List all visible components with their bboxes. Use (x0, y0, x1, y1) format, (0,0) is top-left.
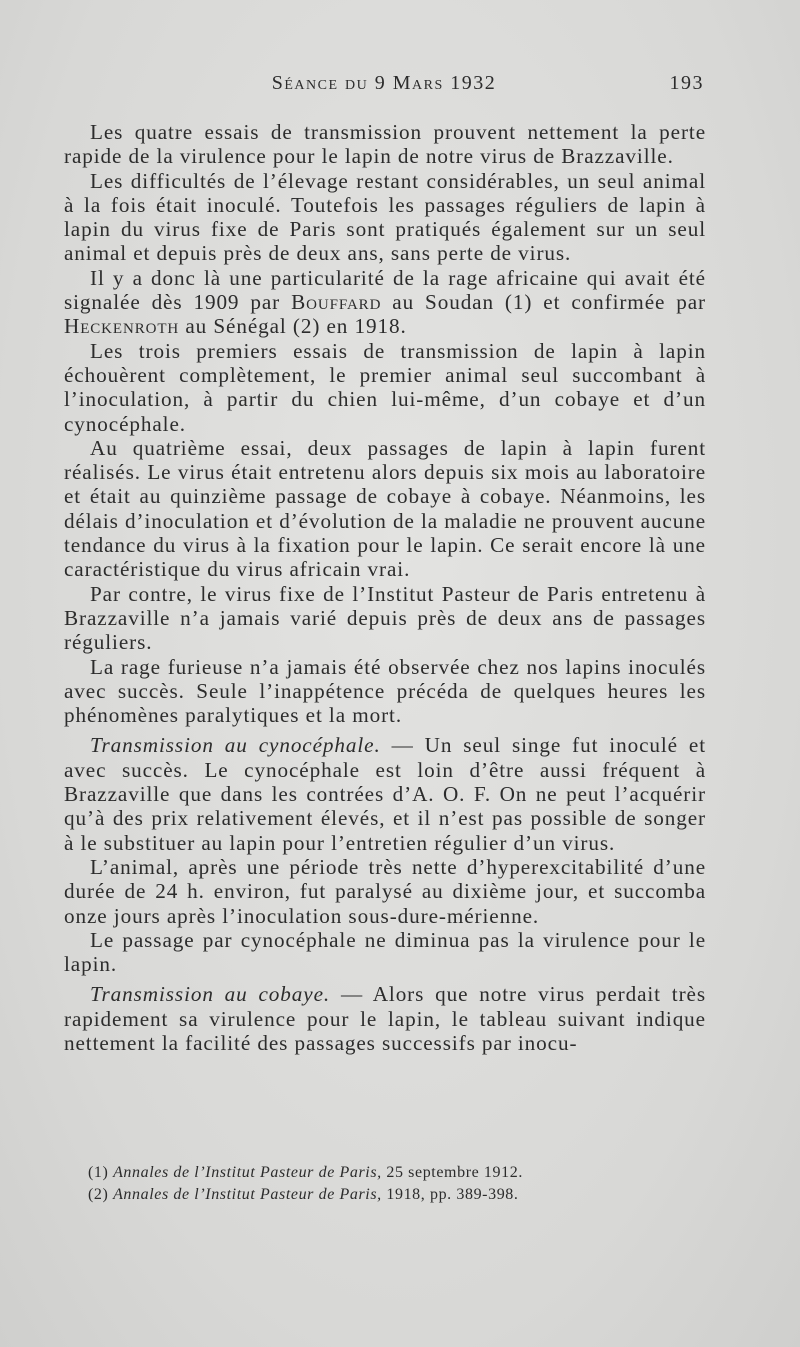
paragraph-7: La rage furieuse n’a jamais été observée chez nos lapins inoculés avec succès. Seule l’inappétence précéda de quelques heures les phénomènes paralytiques et la mort. (64, 654, 706, 728)
paragraph-3 (64, 266, 706, 339)
paragraph-8-text: — Un seul singe fut inoculé et avec succès. Le cynocéphale est loin d’être aussi fréquent à Brazzaville que dans les contrées d’A. O. F. On ne peut l’acquérir qu’à des prix relativement élevés, et il n’est pas possible de songer à le substituer au lapin pour l’entretien régulier d’un virus. (64, 733, 706, 855)
footnote-2-marker: (2) (88, 1186, 114, 1203)
footnote-1-rest: 25 septembre 1912. (381, 1164, 523, 1181)
paragraph-3-part-a: Il y a donc là une particularité de la rage africaine qui avait été signalée dès 1909 par (64, 265, 706, 315)
page-number: 193 (669, 72, 704, 94)
footnote-1 (88, 1162, 708, 1184)
footnote-2 (88, 1184, 708, 1206)
running-title: Séance du 9 Mars 1932 (271, 72, 497, 94)
author-name-heckenroth: Heckenroth (64, 314, 180, 339)
footnote-2-rest: 1918, pp. 389-398. (381, 1186, 519, 1203)
footnotes (88, 1162, 708, 1206)
author-name-bouffard: Bouffard (291, 290, 382, 315)
paragraph-11 (64, 982, 706, 1055)
paragraph-1: Les quatre essais de transmission prouvent nettement la perte rapide de la virulence pour le lapin de notre virus de Brazzaville. (64, 120, 706, 169)
paragraph-8 (64, 733, 706, 854)
paragraph-10: Le passage par cynocéphale ne diminua pas la virulence pour le lapin. (64, 927, 706, 977)
paragraph-9: L’animal, après une période très nette d’hyperexcitabilité d’une durée de 24 h. environ, fut paralysé au dixième jour, et succomba onze jours après l’inoculation sous-dure-mérienne. (64, 854, 706, 928)
footnote-2-title: Annales de l’Institut Pasteur de Paris, (113, 1186, 382, 1203)
paragraph-3-part-b: au Soudan (1) et confirmée par (381, 290, 706, 315)
section-heading-cobaye: Transmission au cobaye. (90, 982, 331, 1007)
footnote-1-marker: (1) (88, 1164, 114, 1181)
section-heading-cynocephale: Transmission au cynocéphale. (90, 733, 381, 758)
page-header (64, 72, 704, 102)
footnote-1-title: Annales de l’Institut Pasteur de Paris, (113, 1164, 382, 1181)
body-text (64, 120, 706, 1055)
paragraph-5: Au quatrième essai, deux passages de lapin à lapin furent réalisés. Le virus était entretenu alors depuis six mois au laboratoire et était au quinzième passage de cobaye à cobaye. Néanmoins, les délais d’inoculation et d’évolution de la maladie ne prouvent aucune tendance du virus à la fixation pour le lapin. Ce serait encore là une caractéristique du virus africain vrai. (64, 435, 706, 582)
paragraph-2: Les difficultés de l’élevage restant considérables, un seul animal à la fois était inoculé. Toutefois les passages réguliers de lapin à lapin du virus fixe de Paris sont pratiqués également sur un seul animal et depuis près de deux ans, sans perte de virus. (64, 168, 706, 266)
paragraph-3-part-c: au Sénégal (2) en 1918. (179, 314, 407, 339)
paragraph-6: Par contre, le virus fixe de l’Institut Pasteur de Paris entretenu à Brazzaville n’a jamais varié depuis près de deux ans de passages réguliers. (64, 581, 706, 655)
paragraph-4: Les trois premiers essais de transmission de lapin à lapin échouèrent complètement, le premier animal seul succombant à l’inoculation, à partir du chien lui-même, d’un cobaye et d’un cynocéphale. (64, 338, 706, 436)
paragraph-11-text: — Alors que notre virus perdait très rapidement sa virulence pour le lapin, le tableau suivant indique nettement la facilité des passages successifs par inocu- (64, 982, 706, 1055)
